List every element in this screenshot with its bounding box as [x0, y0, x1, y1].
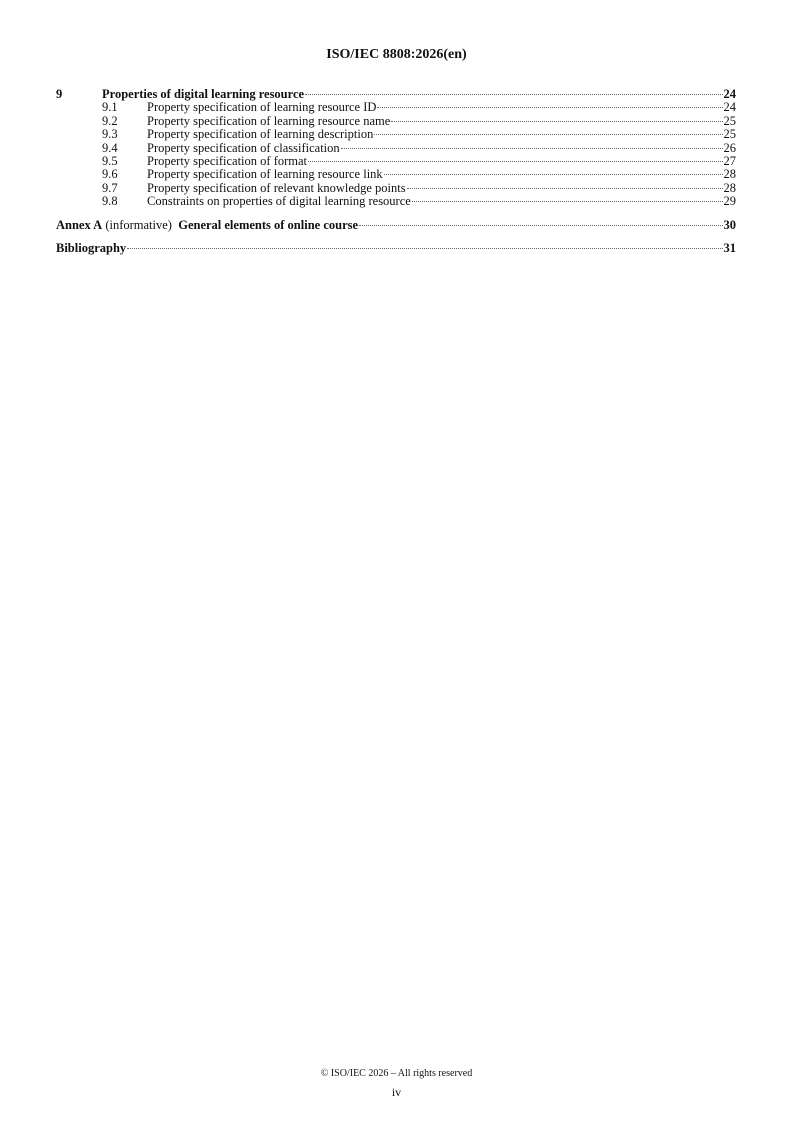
table-of-contents: [56, 88, 736, 255]
toc-entry-subclause[interactable]: [56, 128, 736, 141]
toc-entry-annex-a[interactable]: [56, 219, 736, 232]
dot-leader: [384, 174, 723, 175]
toc-page: 29: [723, 194, 736, 209]
document-header: ISO/IEC 8808:2026(en): [326, 47, 467, 62]
toc-title: Property specification of classification: [147, 140, 340, 155]
dot-leader: [377, 107, 722, 108]
toc-title: Property specification of learning resource ID: [147, 100, 377, 115]
toc-title: Properties of digital learning resource: [102, 87, 305, 101]
toc-number: 9.8: [102, 194, 118, 209]
toc-page: 24: [723, 87, 736, 101]
toc-page: 28: [723, 167, 736, 182]
toc-number: 9.4: [102, 140, 118, 155]
toc-entry-subclause[interactable]: [56, 101, 736, 114]
toc-number: 9.2: [102, 113, 118, 128]
copyright-notice: © ISO/IEC 2026 – All rights reserved: [320, 1068, 473, 1079]
toc-title: Property specification of relevant knowledge points: [147, 180, 406, 195]
dot-leader: [412, 201, 723, 202]
toc-entry-bibliography[interactable]: [56, 242, 736, 255]
toc-entry-subclause[interactable]: [56, 155, 736, 168]
dot-leader: [305, 94, 722, 95]
toc-page: 26: [723, 140, 736, 155]
dot-leader: [407, 188, 723, 189]
toc-entry-clause-9[interactable]: [56, 88, 736, 101]
toc-entry-subclause[interactable]: [56, 142, 736, 155]
annex-title: General elements of online course: [178, 217, 359, 232]
toc-title: Property specification of learning description: [147, 127, 374, 142]
toc-number: 9.3: [102, 127, 118, 142]
toc-number: 9.1: [102, 100, 118, 115]
dot-leader: [308, 161, 722, 162]
toc-page: 28: [723, 180, 736, 195]
toc-entry-subclause[interactable]: [56, 168, 736, 181]
annex-type: (informative): [105, 217, 172, 232]
dot-leader: [359, 225, 722, 226]
toc-title: Constraints on properties of digital learning resource: [147, 194, 411, 209]
toc-title: Property specification of format: [147, 153, 308, 168]
toc-number: 9: [56, 87, 63, 101]
toc-page: 24: [723, 100, 736, 115]
dot-leader: [374, 134, 722, 135]
toc-title: Bibliography: [56, 240, 127, 255]
toc-number: 9.7: [102, 180, 118, 195]
toc-entry-subclause[interactable]: [56, 115, 736, 128]
toc-page: 25: [723, 113, 736, 128]
dot-leader: [341, 148, 723, 149]
toc-title: Property specification of learning resource name: [147, 113, 391, 128]
dot-leader: [391, 121, 722, 122]
toc-number: 9.5: [102, 153, 118, 168]
toc-page: 30: [723, 217, 736, 232]
annex-label: Annex A: [56, 217, 103, 232]
page-number: iv: [391, 1085, 402, 1099]
toc-page: 25: [723, 127, 736, 142]
toc-entry-subclause[interactable]: [56, 182, 736, 195]
toc-page: 27: [723, 153, 736, 168]
toc-number: 9.6: [102, 167, 118, 182]
toc-page: 31: [723, 240, 736, 255]
toc-entry-subclause[interactable]: [56, 195, 736, 208]
dot-leader: [127, 248, 722, 249]
toc-title: Property specification of learning resource link: [147, 167, 383, 182]
